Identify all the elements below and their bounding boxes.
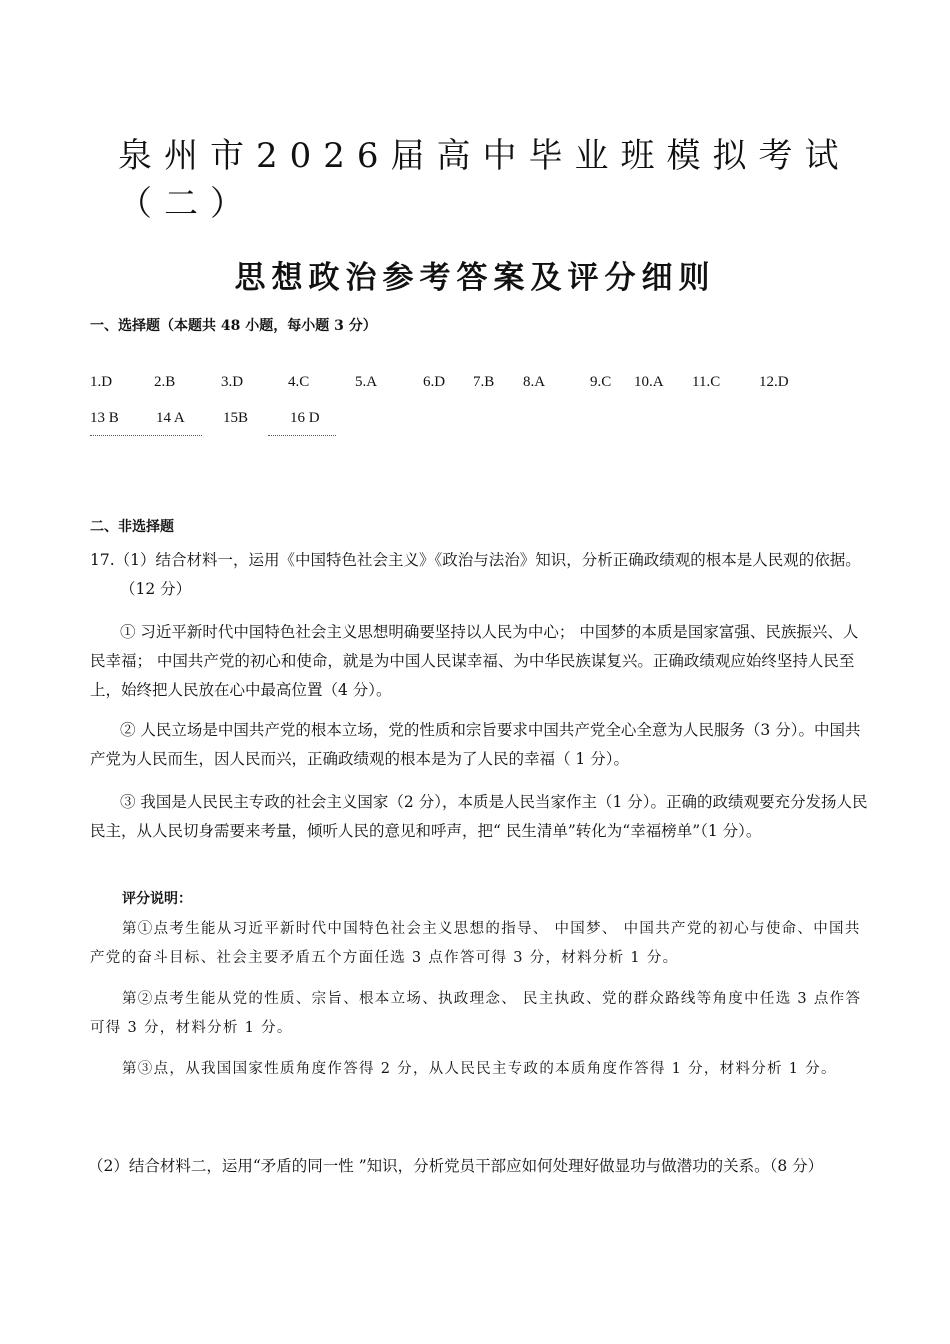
scoring-note-3: 第③点，从我国国家性质角度作答得 2 分，从人民民主专政的本质角度作答得 1 分，材料分析 1 分。	[122, 1061, 837, 1077]
page-subtitle: 思想政治参考答案及评分细则	[234, 260, 716, 296]
answer-item: 4.C	[288, 374, 310, 390]
scoring-heading: 评分说明：	[122, 891, 192, 907]
question-17-1-prompt: 17.（1）结合材料一，运用《中国特色社会主义》《政治与法治》知识，分析正确政绩观的根本是人民观的依据。（12 分）	[90, 551, 861, 598]
scoring-note-1: 第①点考生能从习近平新时代中国特色社会主义思想的指导、 中国梦、 中国共产党的初心与使命、中国共产党的奋斗目标、社会主要矛盾五个方面任选 3 点作答可得 3 分，材料分析 1 分。	[90, 921, 861, 966]
answer-item: 7.B	[473, 374, 495, 390]
answer-item: 3.D	[221, 374, 244, 390]
answer-point-2: ② 人民立场是中国共产党的根本立场，党的性质和宗旨要求中国共产党全心全意为人民服务（3 分）。中国共产党为人民而生，因人民而兴，正确政绩观的根本是为了人民的幸福（ 1 分）。	[90, 721, 861, 768]
answer-item: 10.A	[634, 374, 664, 390]
answer-item: 5.A	[355, 374, 378, 390]
answer-item: 14 A	[156, 410, 185, 426]
dotted-underline	[90, 435, 202, 436]
answer-item: 15B	[223, 410, 249, 426]
answer-point-1: ① 习近平新时代中国特色社会主义思想明确要坚持以人民为中心； 中国梦的本质是国家富强、民族振兴、人民幸福； 中国共产党的初心和使命，就是为中国人民谋幸福、为中华民族谋复兴。正确政绩观应始终坚持人民至上，始终把人民放在心中最高位置（4 分）。	[90, 623, 859, 699]
dotted-underline	[268, 435, 336, 436]
answer-item: 16 D	[290, 410, 320, 426]
answer-item: 12.D	[759, 374, 789, 390]
question-17-2-prompt: （2）结合材料二，运用“矛盾的同一性 ”知识，分析党员干部应如何处理好做显功与做潜功的关系。（8 分）	[88, 1157, 824, 1175]
section-heading-nonchoice: 二、非选择题	[90, 519, 174, 535]
page-title: 泉州市2026届高中毕业班模拟考试（二）	[118, 136, 851, 224]
answer-item: 6.D	[423, 374, 446, 390]
answer-item: 1.D	[90, 374, 113, 390]
section-heading-choice: 一、选择题（本题共 48 小题，每小题 3 分）	[90, 318, 377, 334]
answer-point-3: ③ 我国是人民民主专政的社会主义国家（2 分），本质是人民当家作主（1 分）。正确的政绩观要充分发扬人民民主，从人民切身需要来考量，倾听人民的意见和呼声，把“ 民生清单”转化为“幸福榜单”（1 分）。	[90, 793, 868, 840]
answer-item: 2.B	[154, 374, 176, 390]
answer-item: 11.C	[692, 374, 721, 390]
answer-item: 8.A	[523, 374, 546, 390]
scoring-note-2: 第②点考生能从党的性质、宗旨、根本立场、执政理念、 民主执政、党的群众路线等角度中任选 3 点作答可得 3 分，材料分析 1 分。	[90, 991, 862, 1036]
answer-item: 9.C	[590, 374, 612, 390]
answer-item: 13 B	[90, 410, 119, 426]
